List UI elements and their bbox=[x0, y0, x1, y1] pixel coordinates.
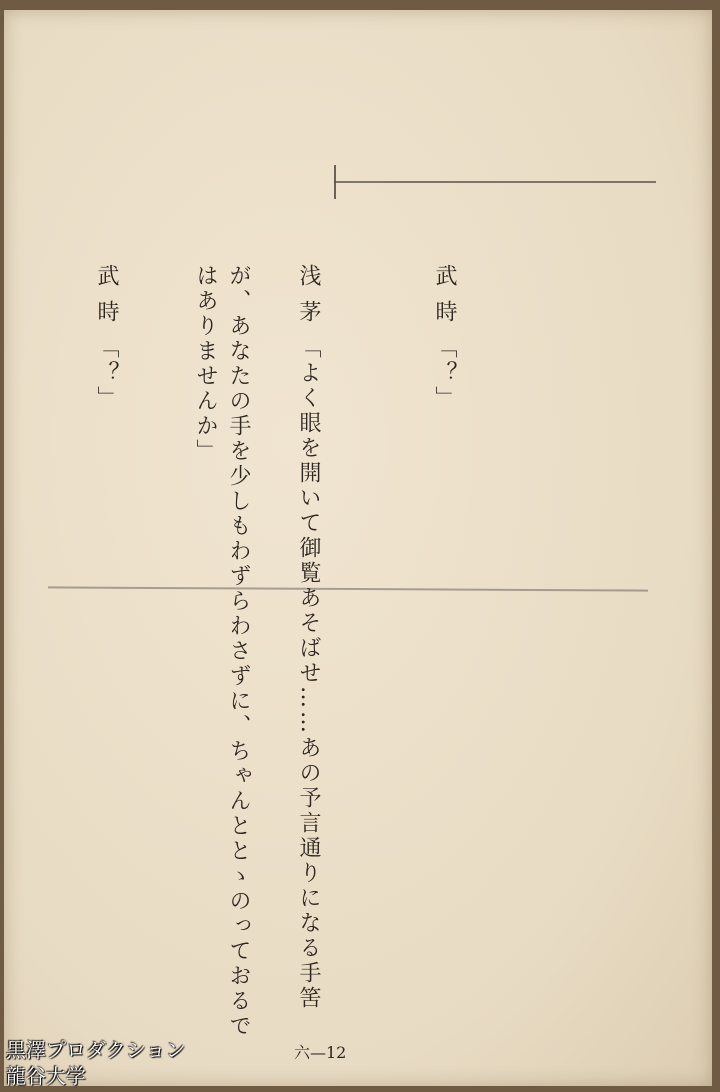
dialogue-text: 「よく眼を開いて御覧あそばせ……あの予言通りになる手筈が、あなたの手を少しもわずらわさずに、ちゃんととゝのっておるではありませんか」 bbox=[193, 264, 321, 1039]
script-text bbox=[94, 264, 527, 1054]
manuscript-page bbox=[4, 10, 712, 1086]
dialogue-text: 「？」 bbox=[94, 336, 119, 411]
watermark-line-2: 龍谷大学 bbox=[6, 1064, 86, 1088]
speaker-name: 武時 bbox=[432, 264, 457, 336]
watermark bbox=[6, 1037, 186, 1089]
scene-marker-line bbox=[334, 181, 656, 183]
dialogue-text: 「？」 bbox=[432, 336, 457, 411]
script-column bbox=[189, 264, 325, 1054]
watermark-line-1: 黒澤プロダクション bbox=[6, 1038, 186, 1062]
speaker-name: 浅茅 bbox=[296, 264, 321, 336]
page-number: 六—12 bbox=[294, 1043, 347, 1062]
speaker-name: 武時 bbox=[94, 264, 119, 336]
script-column bbox=[53, 264, 123, 1054]
script-column bbox=[391, 264, 461, 1054]
